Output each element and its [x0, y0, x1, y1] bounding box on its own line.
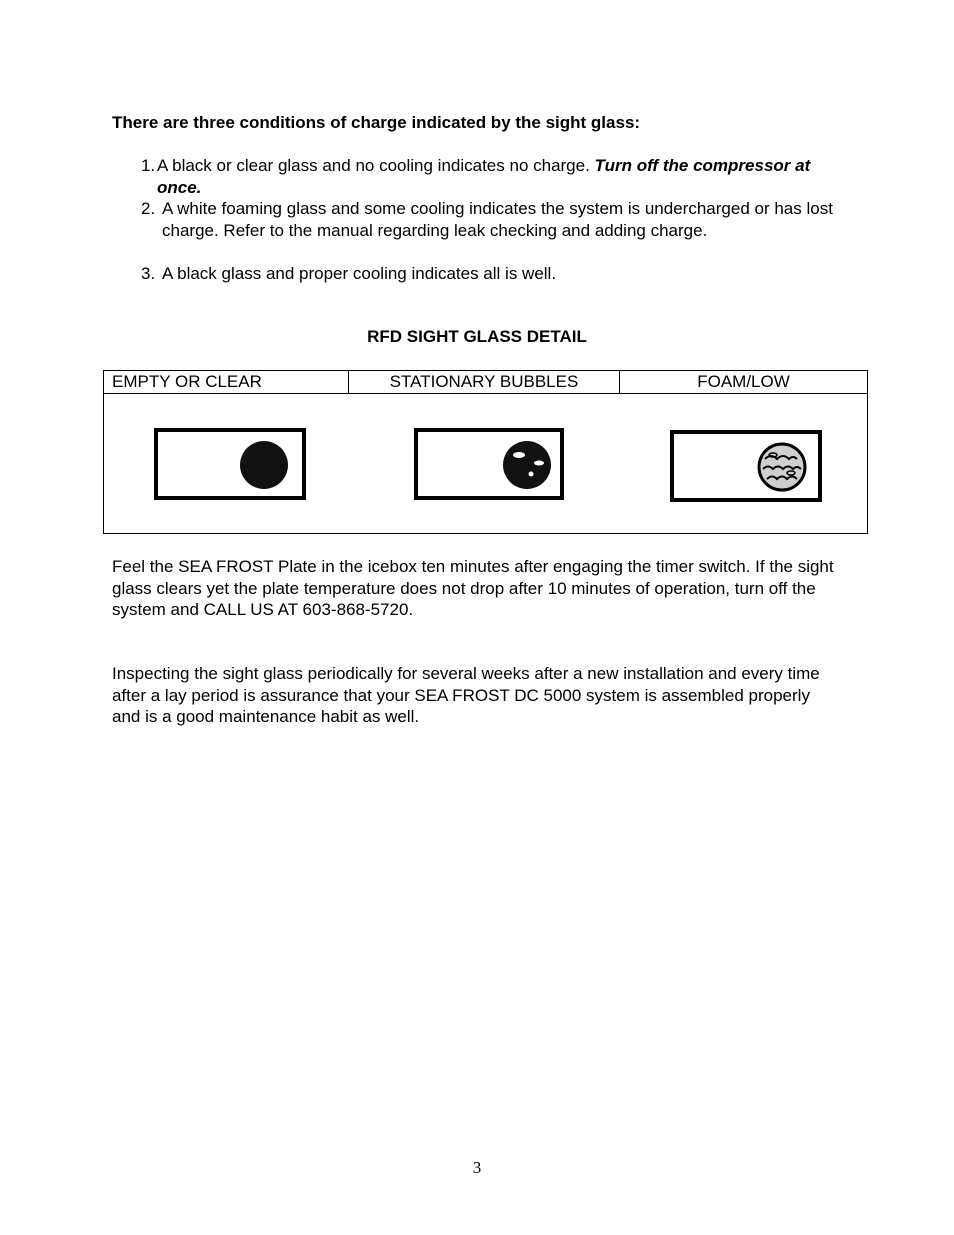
table-illustration-row: [104, 394, 867, 533]
header-empty-or-clear: EMPTY OR CLEAR: [104, 371, 349, 393]
sight-glass-table: [103, 370, 868, 534]
condition-text: [157, 155, 837, 198]
foam-sight-glass-icon: [669, 429, 825, 507]
condition-body: A black glass and proper cooling indicates all is well.: [162, 264, 557, 283]
solid-black-sight-glass-icon: [152, 427, 308, 505]
condition-item-2: [141, 198, 861, 264]
intro-heading: There are three conditions of charge indicated by the sight glass:: [112, 113, 641, 132]
header-stationary-bubbles: STATIONARY BUBBLES: [349, 371, 620, 393]
condition-number: 2.: [141, 199, 156, 218]
condition-item-3: [141, 263, 861, 285]
page-number: 3: [472, 1158, 482, 1177]
condition-body: A black or clear glass and no cooling indicates no charge.: [157, 156, 595, 175]
condition-emphasis: Turn off the compressor at once.: [157, 156, 811, 197]
bubbles-sight-glass-icon: [413, 427, 569, 505]
condition-number: 1.: [141, 156, 156, 175]
detail-title: RFD SIGHT GLASS DETAIL: [367, 327, 587, 346]
condition-text: [162, 263, 852, 285]
paragraph-plate-check: Feel the SEA FROST Plate in the icebox ten minutes after engaging the timer switch. If the sight glass clears yet the plate temperature does not drop after 10 minutes of operation, turn off the system and CALL US AT 603-868-5720.: [112, 557, 834, 620]
condition-body: A white foaming glass and some cooling indicates the system is undercharged or has lost charge. Refer to the manual regarding leak checking and adding charge.: [162, 199, 833, 240]
header-foam-low: FOAM/LOW: [697, 372, 790, 391]
table-header-row: [104, 371, 867, 394]
condition-text: [162, 198, 852, 241]
condition-number: 3.: [141, 264, 156, 283]
paragraph-inspection: Inspecting the sight glass periodically for several weeks after a new installation and every time after a lay period is assurance that your SEA FROST DC 5000 system is assembled properly and is a good maintenance habit as well.: [112, 664, 820, 727]
condition-item-1: [141, 155, 861, 199]
